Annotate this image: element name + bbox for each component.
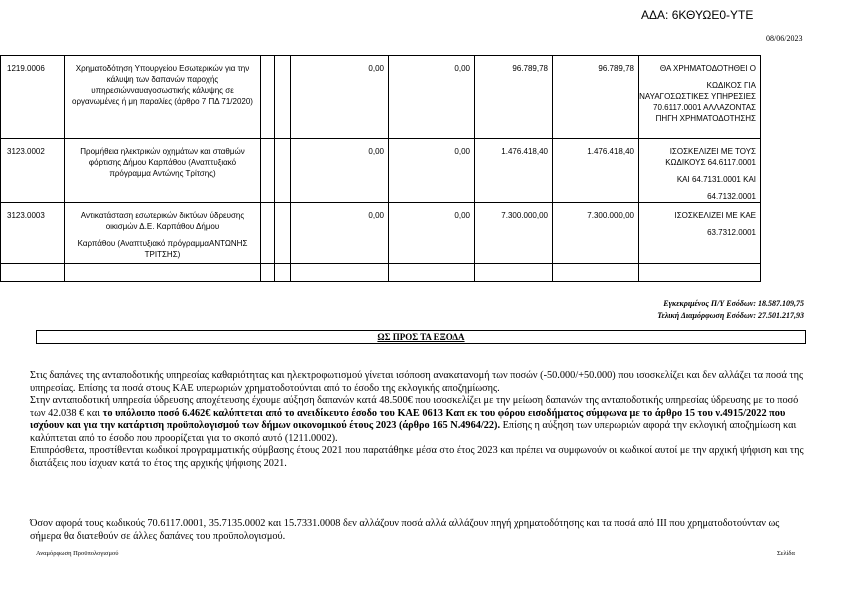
expenses-explanation <box>30 370 810 470</box>
empty-cell <box>275 203 291 264</box>
amount-cell: 7.300.000,00 <box>553 203 639 264</box>
remark-cell: ΘΑ ΧΡΗΜΑΤΟΔΟΤΗΘΕΙ Ο ΚΩΔΙΚΟΣ ΓΙΑ ΝΑΥΑΓΟΣΩΣΤΙΚΕΣ ΥΠΗΡΕΣΙΕΣ 70.6117.0001 ΑΛΛΑΖΟΝΤΑΣ ΠΗΓΗ ΧΡΗΜΑΤΟΔΟΤΗΣΗΣ <box>639 56 761 139</box>
kae-description: Χρηματοδότηση Υπουργείου Εσωτερικών για την κάλυψη των δαπανών παροχής υπηρεσιώνναυαγοσωστικής κάλυψης σε οργανωμένες ή μη παραλίες (άρθρο 7 ΠΔ 71/2020) <box>65 56 261 139</box>
amount-cell: 0,00 <box>389 203 475 264</box>
empty-cell <box>261 203 275 264</box>
table-row <box>1 139 761 203</box>
amount-cell: 96.789,78 <box>553 56 639 139</box>
revenue-totals <box>657 298 804 322</box>
remark-cell: ΙΣΟΣΚΕΛΙΖΕΙ ΜΕ ΤΟΥΣ ΚΩΔΙΚΟΥΣ 64.6117.0001 ΚΑΙ 64.7131.0001 ΚΑΙ 64.7132.0001 <box>639 139 761 203</box>
remark-cell: ΙΣΟΣΚΕΛΙΖΕΙ ΜΕ ΚΑΕ 63.7312.0001 <box>639 203 761 264</box>
footer-page-label: Σελίδα <box>777 550 795 557</box>
paragraph: Επιπρόσθετα, προστίθενται κωδικοί προγραμματικής σύμβασης έτους 2021 που παρατάθηκε μέσα στο έτος 2023 και πρέπει να συμφωνούν οι κωδικοί αυτοί με την αρχική ψήφιση και της διατάξεις που ίσχυαν κατά το έτος της αρχικής ψήφισης 2021. <box>30 445 804 469</box>
empty-cell <box>389 264 475 282</box>
ada-code: ΑΔΑ: 6ΚΘΥΩΕ0-ΥΤΕ <box>641 8 754 22</box>
kae-code: 3123.0002 <box>1 139 65 203</box>
table-row <box>1 203 761 264</box>
document-date: 08/06/2023 <box>766 34 803 43</box>
empty-cell <box>1 264 65 282</box>
empty-cell <box>261 264 275 282</box>
amount-cell: 7.300.000,00 <box>475 203 553 264</box>
empty-cell <box>275 56 291 139</box>
footer-title: Αναμόρφωση Προϋπολογισμού <box>36 550 119 557</box>
final-revenue-total: Τελική Διαμόρφωση Εσόδων: 27.501.217,93 <box>657 311 804 320</box>
kae-code: 1219.0006 <box>1 56 65 139</box>
table-row <box>1 56 761 139</box>
revenue-table <box>0 55 761 282</box>
closing-paragraph: Όσον αφορά τους κωδικούς 70.6117.0001, 35.7135.0002 και 15.7331.0008 δεν αλλάζουν ποσά αλλά αλλάζουν πηγή χρηματοδότησης και τα ποσά από ΙΙΙ που χρηματοδοτούνταν ως σήμερα θα διατεθούν σε άλλες δαπάνες του προϋπολογισμού. <box>30 518 780 542</box>
amount-cell: 0,00 <box>291 203 389 264</box>
amount-cell: 96.789,78 <box>475 56 553 139</box>
empty-cell <box>291 264 389 282</box>
amount-cell: 0,00 <box>291 139 389 203</box>
empty-cell <box>65 264 261 282</box>
empty-cell <box>261 56 275 139</box>
empty-cell <box>639 264 761 282</box>
empty-cell <box>475 264 553 282</box>
amount-cell: 0,00 <box>389 56 475 139</box>
paragraph: Στις δαπάνες της ανταποδοτικής υπηρεσίας καθαριότητας και ηλεκτροφωτισμού γίνεται ισόποση ανακατανομή των ποσών (-50.000/+50.000) που ισοσκελίζει και δεν αλλάζει τα ποσά της υπηρεσίας. Επίσης τα ποσά στους ΚΑΕ υπερωριών χρηματοδοτούνται από το έσοδο της εκλογικής αποζημίωσης. <box>30 370 804 394</box>
empty-cell <box>553 264 639 282</box>
empty-cell <box>261 139 275 203</box>
amount-cell: 0,00 <box>291 56 389 139</box>
amount-cell: 1.476.418,40 <box>553 139 639 203</box>
section-title: ΩΣ ΠΡΟΣ ΤΑ ΕΞΟΔΑ <box>36 330 806 344</box>
approved-budget-total: Εγκεκριμένος Π/Υ Εσόδων: 18.587.109,75 <box>663 299 804 308</box>
amount-cell: 1.476.418,40 <box>475 139 553 203</box>
empty-cell <box>275 139 291 203</box>
kae-description: Αντικατάσταση εσωτερικών δικτύων ύδρευσης οικισμών Δ.Ε. Καρπάθου Δήμου Καρπάθου (Αναπτυξιακό πρόγραμμαΑΝΤΩΝΗΣ ΤΡΙΤΣΗΣ) <box>65 203 261 264</box>
paragraph: Στην ανταποδοτική υπηρεσία ύδρευσης αποχέτευσης έχουμε αύξηση δαπανών κατά 48.500€ που ισοσκελίζει με την μείωση δαπανών της ανταποδοτικής υπηρεσίας ύδρευσης με το ποσό των 42.038 € και το υπόλοιπο ποσό 6.462€ καλύπτεται από το ανειδίκευτο έσοδο του ΚΑΕ 0613 Καπ εκ του φόρου εισοδήματος σύμφωνα με το άρθρο 15 του ν.4915/2022 που ισχύουν και για την κατάρτιση προϋπολογισμού των δήμων οικονομικού έτους 2023 (άρθρο 165 Ν.4964/22). Επίσης η αύξηση των υπερωριών αφορά την εκλογική αποζημίωση και καλύπτεται από το έσοδο που προορίζεται για το σκοπό αυτό (1211.0002). <box>30 395 799 444</box>
kae-description: Προμήθεια ηλεκτρικών οχημάτων και σταθμών φόρτισης Δήμου Καρπάθου (Αναπτυξιακό πρόγραμμα Αντώνης Τρίτσης) <box>65 139 261 203</box>
kae-code: 3123.0003 <box>1 203 65 264</box>
table-row <box>1 264 761 282</box>
empty-cell <box>275 264 291 282</box>
amount-cell: 0,00 <box>389 139 475 203</box>
